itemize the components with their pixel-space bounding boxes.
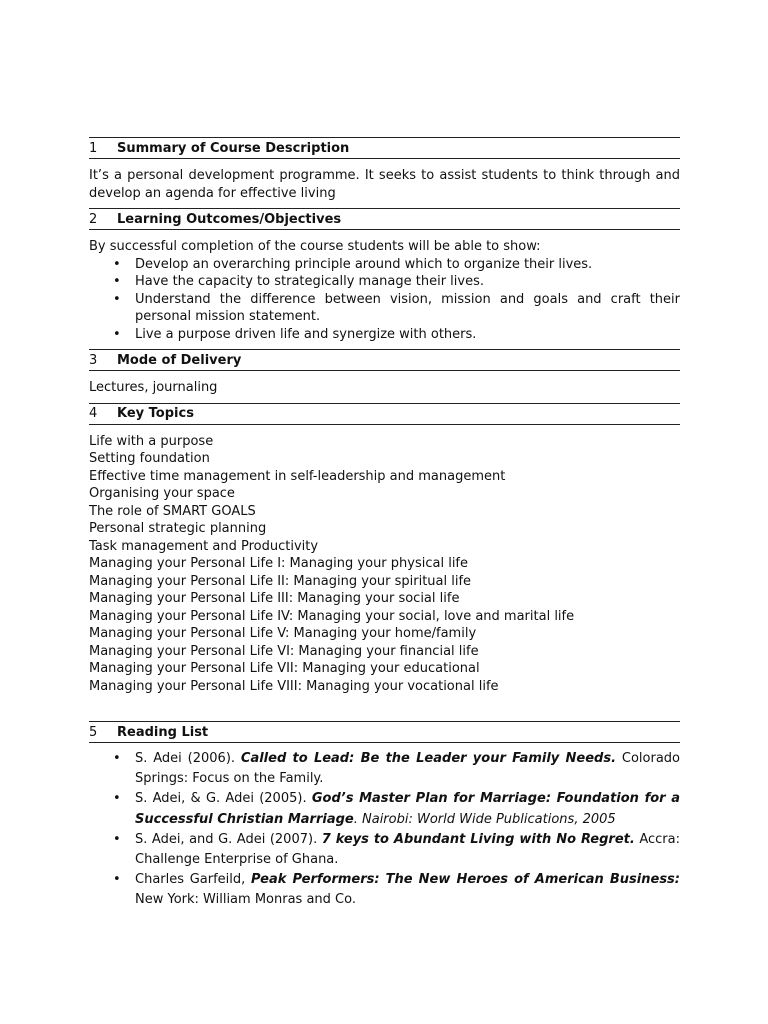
list-item: Managing your Personal Life VII: Managing your educational	[89, 661, 480, 676]
reading-publisher: Colorado Springs: Focus on the Family.	[135, 751, 681, 787]
reading-title: 7 keys to Abundant Living with No Regret.	[321, 831, 635, 847]
section-number: 4	[89, 406, 98, 421]
course-document	[89, 137, 680, 917]
bullet-icon: •	[113, 791, 121, 807]
section-number: 5	[89, 724, 98, 740]
outcomes-intro: By successful completion of the course students will be able to show:	[89, 239, 541, 254]
list-item: • Understand the difference between vision, mission and goals and craft their personal mission statement.	[113, 291, 680, 324]
section-title: Reading List	[117, 724, 209, 740]
reading-author: S. Adei, and G. Adei (2007).	[135, 831, 322, 847]
section-title: Mode of Delivery	[117, 352, 242, 368]
bullet-icon: •	[113, 326, 121, 342]
list-item: • Develop an overarching principle around which to organize their lives.	[113, 256, 593, 272]
section-number: 2	[89, 211, 98, 227]
list-item: Managing your Personal Life IV: Managing your social, love and marital life	[89, 608, 575, 624]
section-title: Summary of Course Description	[117, 140, 350, 156]
reading-publisher: New York: William Monras and Co.	[135, 892, 356, 908]
delivery-text: Lectures, journaling	[89, 380, 218, 395]
reading-author: S. Adei, & G. Adei (2005).	[135, 791, 312, 807]
reading-title: Called to Lead: Be the Leader your Family Needs.	[240, 751, 617, 766]
bullet-icon: •	[113, 831, 121, 847]
list-item: Personal strategic planning	[89, 521, 267, 536]
section-number: 3	[89, 352, 98, 368]
section-header-topics	[89, 403, 680, 425]
bullet-icon: •	[113, 872, 121, 888]
section-header-outcomes	[89, 208, 680, 230]
list-item: Effective time management in self-leadership and management	[89, 468, 506, 484]
reading-publisher: Accra: Challenge Enterprise of Ghana.	[135, 831, 680, 868]
section-title: Key Topics	[117, 406, 194, 421]
section-header-summary	[89, 137, 680, 159]
bullet-icon: •	[113, 751, 121, 766]
list-item	[89, 749, 680, 789]
list-item	[89, 870, 680, 910]
reading-title: God’s Master Plan for Marriage: Foundation for a Successful Christian Marriage	[135, 791, 680, 827]
list-item: • Live a purpose driven life and synergize with others.	[113, 326, 477, 342]
outcomes-list	[89, 256, 680, 344]
list-item: Managing your Personal Life V: Managing your home/family	[89, 626, 477, 641]
bullet-icon: •	[113, 274, 121, 289]
list-item: Managing your Personal Life III: Managing your social life	[89, 591, 460, 606]
list-item: • Have the capacity to strategically manage their lives.	[113, 274, 484, 289]
summary-paragraph: It’s a personal development programme. It seeks to assist students to think through and develop an agenda for effective living	[89, 168, 680, 201]
list-item: The role of SMART GOALS	[89, 503, 256, 519]
topics-list	[89, 425, 680, 722]
reading-list	[89, 749, 680, 911]
reading-publisher: . Nairobi: World Wide Publications, 2005	[353, 811, 616, 827]
list-item: Managing your Personal Life VI: Managing your financial life	[89, 643, 479, 659]
section-header-delivery	[89, 349, 680, 371]
list-item: Managing your Personal Life VIII: Managing your vocational life	[89, 678, 499, 694]
list-item: Organising your space	[89, 486, 235, 501]
section-number: 1	[89, 140, 98, 156]
section-title: Learning Outcomes/Objectives	[117, 211, 342, 227]
list-item: Life with a purpose	[89, 433, 214, 449]
reading-author: Charles Garfeild,	[135, 872, 251, 888]
bullet-icon: •	[113, 256, 121, 272]
reading-author: S. Adei (2006).	[135, 751, 241, 766]
list-item: Task management and Productivity	[89, 538, 319, 554]
list-item: Managing your Personal Life II: Managing your spiritual life	[89, 573, 472, 589]
section-header-reading	[89, 721, 680, 743]
list-item: Managing your Personal Life I: Managing your physical life	[89, 556, 469, 571]
list-item	[89, 830, 680, 870]
reading-title: Peak Performers: The New Heroes of American Business:	[250, 872, 680, 888]
list-item	[89, 789, 680, 829]
list-item: Setting foundation	[89, 451, 210, 466]
bullet-icon: •	[113, 291, 121, 307]
